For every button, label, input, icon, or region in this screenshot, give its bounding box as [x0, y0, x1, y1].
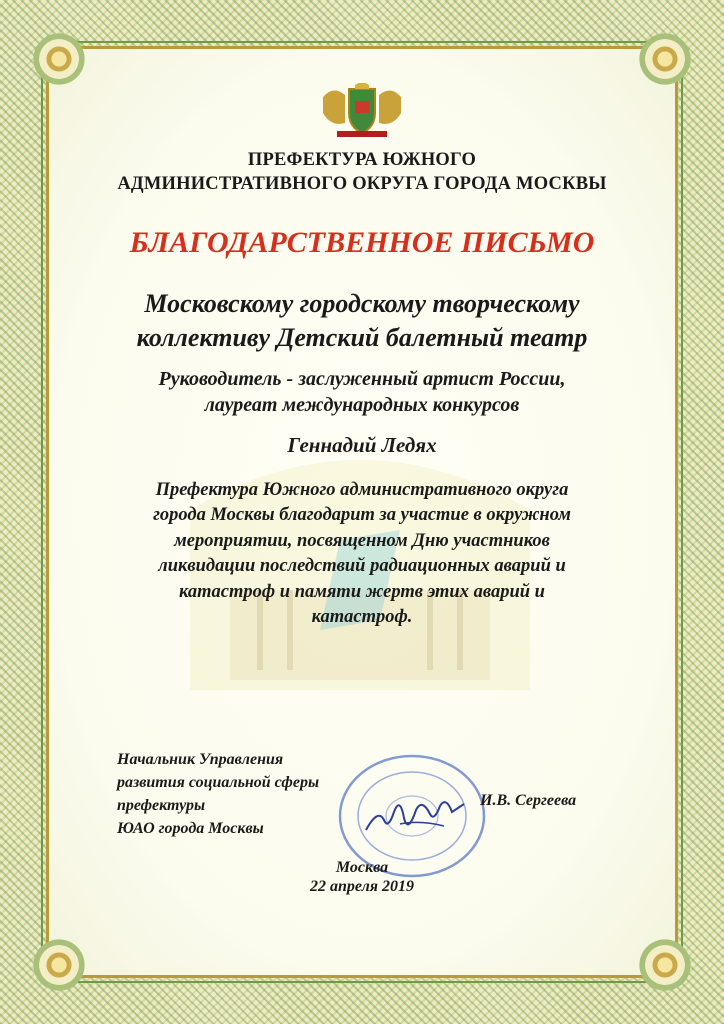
signatory-position: [117, 748, 397, 840]
recipient-line1: Московскому городскому творческому: [144, 289, 580, 318]
prefecture-name-line1: ПРЕФЕКТУРА ЮЖНОГО: [247, 150, 477, 170]
corner-ornament-icon: [30, 936, 88, 994]
leader-title-line1: Руководитель - заслуженный артист России,: [158, 368, 566, 390]
document-title: БЛАГОДАРСТВЕННОЕ ПИСЬМО: [129, 226, 595, 259]
prefecture-name-line2: АДМИНИСТРАТИВНОГО ОКРУГА ГОРОДА МОСКВЫ: [117, 174, 607, 194]
gratitude-text: [0, 478, 724, 630]
position-line: ЮАО города Москвы: [117, 820, 264, 837]
corner-ornament-icon: [636, 936, 694, 994]
recipient-line2: коллективу Детский балетный театр: [136, 323, 588, 352]
leader-name: Геннадий Ледях: [287, 433, 437, 457]
place: Москва: [335, 859, 389, 876]
position-line: Начальник Управления: [117, 751, 284, 768]
issue-date: 22 апреля 2019: [309, 878, 415, 895]
corner-ornament-icon: [636, 30, 694, 88]
district-emblem-icon: [317, 83, 407, 141]
gratitude-line: катастроф.: [311, 607, 413, 628]
position-line: развития социальной сферы: [117, 774, 320, 791]
gratitude-line: Префектура Южного административного округа: [155, 480, 569, 500]
corner-ornament-icon: [30, 30, 88, 88]
gratitude-line: катастроф и памяти жертв этих аварий и: [179, 581, 545, 602]
gratitude-line: ликвидации последствий радиационных аварий и: [158, 556, 566, 577]
signer-name: И.В. Сергеева: [480, 792, 577, 809]
gratitude-line: города Москвы благодарит за участие в окружном: [153, 505, 571, 526]
position-line: префектуры: [117, 797, 206, 814]
gratitude-line: мероприятии, посвященном Дню участников: [174, 530, 550, 551]
leader-title-line2: лауреат международных конкурсов: [204, 394, 520, 416]
